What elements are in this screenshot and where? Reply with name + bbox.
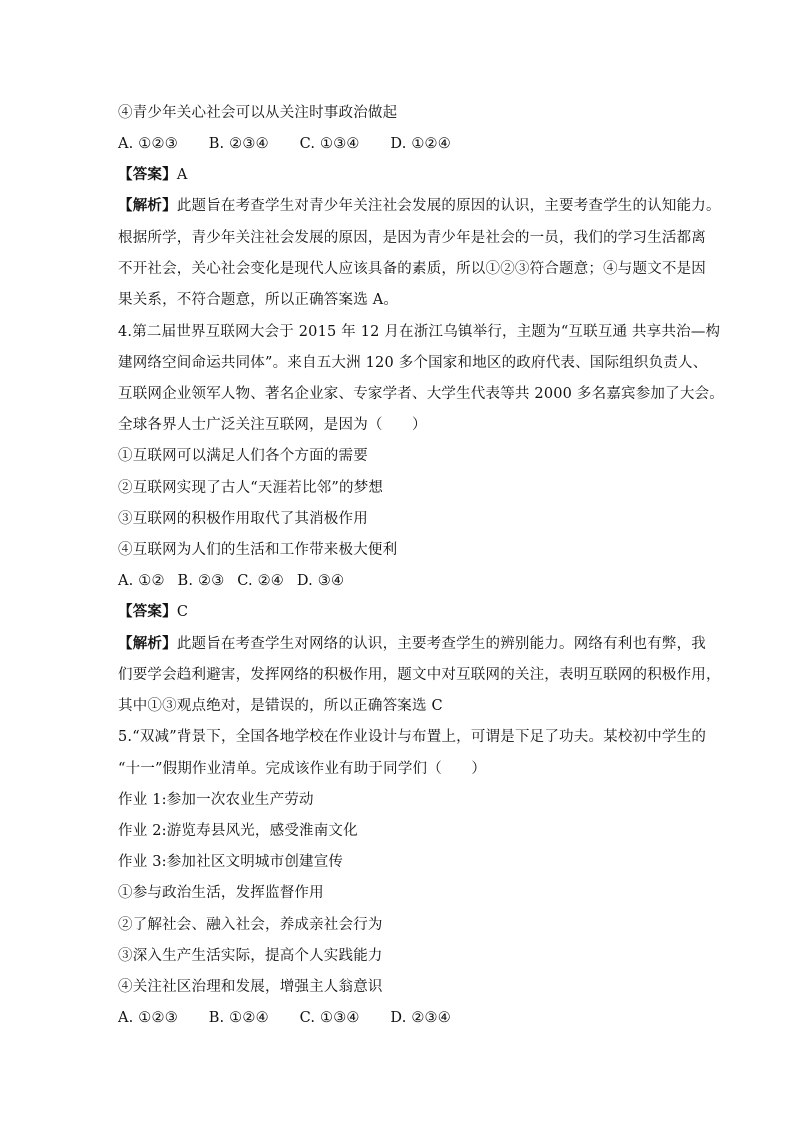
q3-analysis-line-1: 【解析】此题旨在考查学生对青少年关注社会发展的原因的认识，主要考查学生的认知能力。 (118, 197, 721, 214)
q4-stem-line-3: 互联网企业领军人物、著名企业家、专家学者、大学生代表等共 2000 多名嘉宾参加了大会。 (118, 386, 724, 402)
q4-answer-tag: 【答案】 (118, 603, 177, 620)
q4-analysis-line-1: 【解析】此题旨在考查学生对网络的认识，主要考查学生的辨别能力。网络有利也有弊，我 (118, 635, 707, 652)
q4-options (118, 571, 352, 591)
q3-analysis-tag: 【解析】 (118, 197, 177, 214)
q3-option-a: A. ①②③ (118, 136, 178, 152)
q5-item-3: ③深入生产生活实际，提高个人实践能力 (118, 948, 383, 964)
q4-answer (118, 602, 188, 622)
q3-analysis-line-3: 不开社会，关心社会变化是现代人应该具备的素质，所以①②③符合题意；④与题文不是因 (118, 261, 706, 277)
q5-options (118, 1008, 477, 1028)
q4-item-1: ①互联网可以满足人们各个方面的需要 (118, 448, 368, 464)
q5-item-4: ④关注社区治理和发展，增强主人翁意识 (118, 979, 383, 995)
q4-stem-line-4: 全球各界人士广泛关注互联网，是因为（ ） (118, 417, 427, 433)
q4-option-b: B. ②③ (177, 573, 225, 589)
q3-answer (118, 165, 187, 185)
q4-option-c: C. ②④ (237, 573, 284, 589)
q3-analysis-line-4: 果关系，不符合题意，所以正确答案选 A。 (118, 292, 399, 308)
q3-answer-value: A (176, 167, 188, 183)
q5-homework-2: 作业 2:游览寿县风光，感受淮南文化 (118, 823, 358, 839)
q4-stem-line-2: 建网络空间命运共同体”。来自五大洲 120 多个国家和地区的政府代表、国际组织负责人、 (118, 355, 708, 371)
q5-item-2: ②了解社会、融入社会，养成亲社会行为 (118, 917, 383, 933)
q5-stem-line-1: 5.“双减”背景下，全国各地学校在作业设计与布置上，可谓是下足了功夫。某校初中学生的 (118, 729, 707, 745)
q3-option-b: B. ②③④ (208, 136, 269, 152)
q5-homework-3: 作业 3:参加社区文明城市创建宣传 (118, 854, 344, 870)
q4-stem-line-1: 4.第二届世界互联网大会于 2015 年 12 月在浙江乌镇举行，主题为“互联互通 共享共治—构 (118, 324, 721, 340)
q4-analysis-tag: 【解析】 (118, 635, 177, 652)
q3-options (118, 134, 477, 154)
q4-answer-value: C (176, 604, 189, 620)
q4-item-4: ④互联网为人们的生活和工作带来极大便利 (118, 542, 398, 558)
q4-option-d: D. ③④ (296, 573, 345, 589)
q3-item-4: ④青少年关心社会可以从关注时事政治做起 (118, 105, 398, 121)
q3-option-d: D. ①②④ (390, 136, 451, 152)
q5-option-c: C. ①③④ (299, 1010, 360, 1026)
q5-homework-1: 作业 1:参加一次农业生产劳动 (118, 792, 314, 808)
q5-option-a: A. ①②③ (118, 1010, 178, 1026)
q3-analysis-line-2: 根据所学，青少年关注社会发展的原因，是因为青少年是社会的一员，我们的学习生活都离 (118, 230, 706, 246)
q5-option-b: B. ①②④ (208, 1010, 269, 1026)
q4-analysis-line-2: 们要学会趋利避害，发挥网络的积极作用，题文中对互联网的关注，表明互联网的积极作用， (118, 667, 721, 683)
q4-item-3: ③互联网的积极作用取代了其消极作用 (118, 511, 368, 527)
q5-item-1: ①参与政治生活，发挥监督作用 (118, 885, 324, 901)
q3-option-c: C. ①③④ (299, 136, 360, 152)
q5-stem-line-2: “十一”假期作业清单。完成该作业有助于同学们（ ） (118, 761, 487, 777)
q5-option-d: D. ②③④ (390, 1010, 451, 1026)
q3-answer-tag: 【答案】 (118, 166, 177, 183)
q4-option-a: A. ①② (118, 573, 165, 589)
q4-item-2: ②互联网实现了古人“天涯若比邻”的梦想 (118, 480, 384, 496)
q4-analysis-line-3: 其中①③观点绝对，是错误的，所以正确答案选 C (118, 698, 443, 714)
